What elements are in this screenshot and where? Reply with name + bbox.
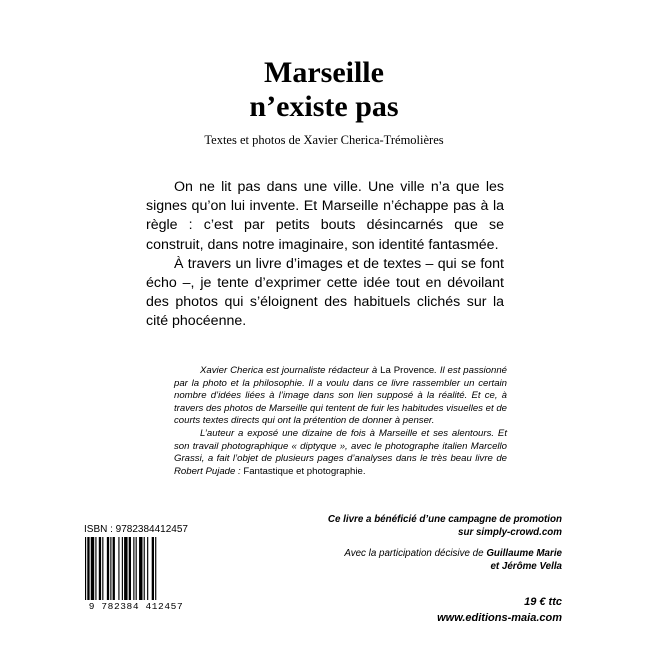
barcode-bar [95,537,96,600]
barcode-bar [155,537,156,600]
participation-prefix: Avec la participation décisive de [344,548,487,559]
blurb-paragraph-1: On ne lit pas dans une ville. Une ville n’a que les signes qu’on lui invente. Et Marseille n’échappe pas à la règle : c’est par petits bouts désincarnés que se construit, dans notre imaginaire, son identité fantasmée. [146,179,504,253]
barcode [84,537,188,600]
title-line-2: n’existe pas [249,90,399,123]
barcode-bar [133,537,134,600]
isbn-label: ISBN : 9782384412457 [84,524,188,535]
barcode-bar [136,537,137,600]
promo-line-1: Ce livre a bénéficié d’une campagne de promotion [327,514,562,525]
subtitle-author: Textes et photos de Xavier Cherica-Trémolières [204,133,444,147]
barcode-bar [85,537,86,600]
bio-book-title: Fantastique et photographie. [243,465,366,477]
barcode-digits: 9 782384 412457 [88,601,184,612]
barcode-bar [113,537,115,600]
barcode-bar [144,537,145,600]
barcode-bar [139,537,142,600]
bio-text: Xavier Cherica est journaliste rédacteur à [200,365,381,376]
barcode-bar [99,537,101,600]
barcode-bar [118,537,119,600]
author-bio [174,365,507,478]
title-line-1: Marseille [264,56,384,89]
blurb-paragraph-2: À travers un livre d’images et de textes – qui se font écho –, je tente d’exprimer cette idée tout en dévoilant des photos qui s’éloignent des habituels clichés sur la cité phocéenne. [146,255,504,330]
barcode-bar [147,537,148,600]
promo-line-2: sur simply-crowd.com [458,526,562,538]
main-blurb [146,178,504,332]
bio-paragraph-1 [174,365,507,428]
bio-text: L’auteur a exposé une dizaine de fois à Marseille et ses alentours. Et son travail photographique « diptyque », avec le photographe italien Marcello Grassi, a fait l’objet de plusieurs pages d’analyses dans le très beau livre de Robert Pujade : [174,427,507,477]
participant-name-1: Guillaume Marie [486,548,562,559]
barcode-bar [124,537,127,600]
barcode-bar [102,537,103,600]
barcode-bar [91,537,94,600]
barcode-bar [87,537,89,600]
participation-line-1 [262,548,562,561]
publisher-website: www.editions-maia.com [437,612,562,624]
bio-paragraph-2 [174,428,507,478]
barcode-bar [129,537,131,600]
participation-note [262,548,562,573]
bio-text: . Il est passionné par la photo et la philosophie. Il a voulu dans ce livre rassembler un certain nombre d’idées liées à l’image dans son lien supposé à la réalité. Et ce, à travers des photos de Marseille qui tentent de fuir les habitudes visuelles et de courts textes directs qui ont la prétention de donner à penser. [174,365,508,427]
promotion-note [262,514,562,539]
barcode-bar [122,537,123,600]
bio-newspaper-name: La Provence [380,365,435,376]
price: 19 € ttc [524,596,562,608]
barcode-bar [110,537,111,600]
barcode-bar [107,537,109,600]
barcode-bar [152,537,154,600]
participation-line-2: et Jérôme Vella [490,560,562,572]
